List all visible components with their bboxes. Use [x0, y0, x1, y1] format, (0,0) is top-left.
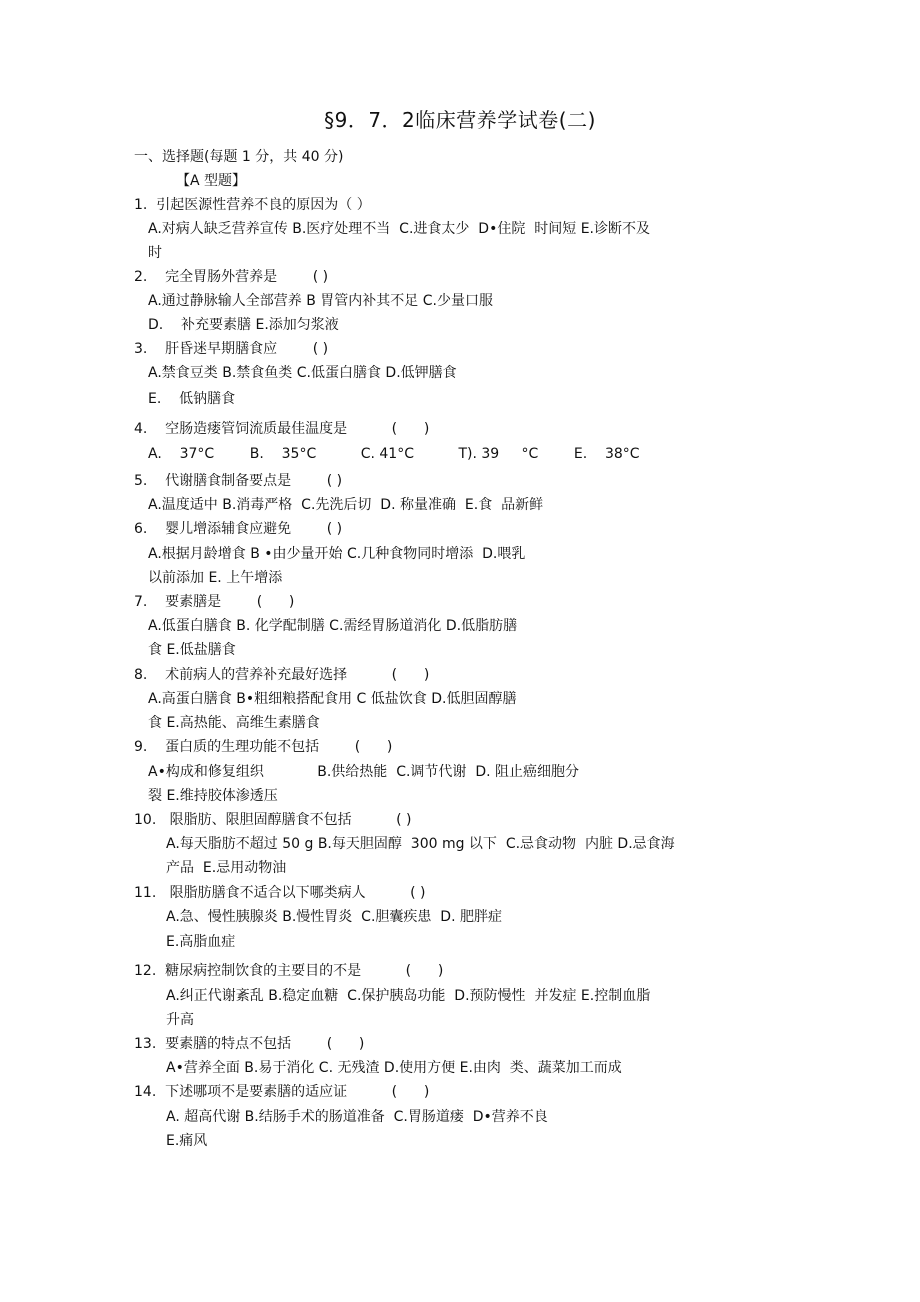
question-11-options: A.急、慢性胰腺炎 B.慢性胃炎 C.胆囊疾患 D. 肥胖症: [166, 909, 502, 925]
question-6-stem: 6. 婴儿增添辅食应避免 ( ): [134, 521, 343, 537]
question-2-options-cont: D. 补充要素膳 E.添加匀浆液: [148, 317, 339, 333]
question-11-stem: 11. 限脂肪膳食不适合以下哪类病人 ( ): [134, 885, 426, 901]
section-header: 一、选择题(每题 1 分，共 40 分): [134, 149, 344, 165]
question-9-stem: 9. 蛋白质的生理功能不包括 ( ): [134, 739, 393, 755]
question-3-options: A.禁食豆类 B.禁食鱼类 C.低蛋白膳食 D.低钾膳食: [148, 365, 457, 381]
question-13-options: A•营养全面 B.易于消化 C. 无残渣 D.使用方便 E.由肉 类、蔬菜加工而成: [166, 1060, 622, 1076]
question-10-options: A.每天脂肪不超过 50 g B.每天胆固醇 300 mg 以下 C.忌食动物 内脏 D.忌食海: [166, 836, 675, 852]
question-11-options-cont: E.高脂血症: [166, 934, 236, 950]
question-10-options-cont: 产品 E.忌用动物油: [166, 860, 287, 876]
question-4-options: A. 37°C B. 35°C C. 41°C T). 39 °C E. 38°C: [148, 446, 640, 462]
question-14-options-cont: E.痛风: [166, 1133, 208, 1149]
question-8-stem: 8. 术前病人的营养补充最好选择 ( ): [134, 667, 430, 683]
question-7-stem: 7. 要素膳是 ( ): [134, 594, 295, 610]
question-2-options: A.通过静脉输人全部营养 B 胃管内补其不足 C.少量口服: [148, 293, 493, 309]
question-7-options: A.低蛋白膳食 B. 化学配制膳 C.需经胃肠道消化 D.低脂肪膳: [148, 618, 518, 634]
question-13-stem: 13. 要素膳的特点不包括 ( ): [134, 1036, 365, 1052]
question-8-options-cont: 食 E.高热能、高维生素膳食: [148, 715, 320, 731]
question-12-options: A.纠正代谢紊乱 B.稳定血糖 C.保护胰岛功能 D.预防慢性 并发症 E.控制血脂: [166, 988, 651, 1004]
question-14-options: A. 超高代谢 B.结肠手术的肠道准备 C.胃肠道瘘 D•营养不良: [166, 1109, 548, 1125]
question-7-options-cont: 食 E.低盐膳食: [148, 642, 236, 658]
question-1-options-cont: 时: [148, 245, 162, 261]
question-6-options: A.根据月龄增食 B •由少量开始 C.几种食物同时增添 D.喂乳: [148, 546, 526, 562]
question-4-stem: 4. 空肠造瘘管饲流质最佳温度是 ( ): [134, 421, 430, 437]
question-9-options-cont: 裂 E.维持胶体渗透压: [148, 788, 278, 804]
question-5-options: A.温度适中 B.消毒严格 C.先洗后切 D. 称量准确 E.食 品新鲜: [148, 497, 544, 513]
question-12-options-cont: 升高: [166, 1012, 194, 1028]
question-3-options-cont: E. 低钠膳食: [148, 391, 236, 407]
question-type-label: 【A 型题】: [176, 173, 247, 189]
question-14-stem: 14. 下述哪项不是要素膳的适应证 ( ): [134, 1084, 430, 1100]
question-6-options-cont: 以前添加 E. 上午增添: [148, 570, 283, 586]
question-12-stem: 12. 糖尿病控制饮食的主要目的不是 ( ): [134, 963, 444, 979]
question-1-options: A.对病人缺乏营养宣传 B.医疗处理不当 C.进食太少 D•住院 时间短 E.诊断不及: [148, 221, 650, 237]
page-title: §9．7．2临床营养学试卷(二): [324, 108, 596, 132]
question-1-stem: 1. 引起医源性营养不良的原因为（ ）: [134, 197, 371, 213]
question-5-stem: 5. 代谢膳食制备要点是 ( ): [134, 473, 343, 489]
question-10-stem: 10. 限脂肪、限胆固醇膳食不包括 ( ): [134, 812, 412, 828]
question-9-options: A•构成和修复组织 B.供给热能 C.调节代谢 D. 阻止癌细胞分: [148, 764, 579, 780]
question-8-options: A.高蛋白膳食 B•粗细粮搭配食用 C 低盐饮食 D.低胆固醇膳: [148, 691, 517, 707]
question-2-stem: 2. 完全胃肠外营养是 ( ): [134, 269, 329, 285]
question-3-stem: 3. 肝昏迷早期膳食应 ( ): [134, 341, 329, 357]
